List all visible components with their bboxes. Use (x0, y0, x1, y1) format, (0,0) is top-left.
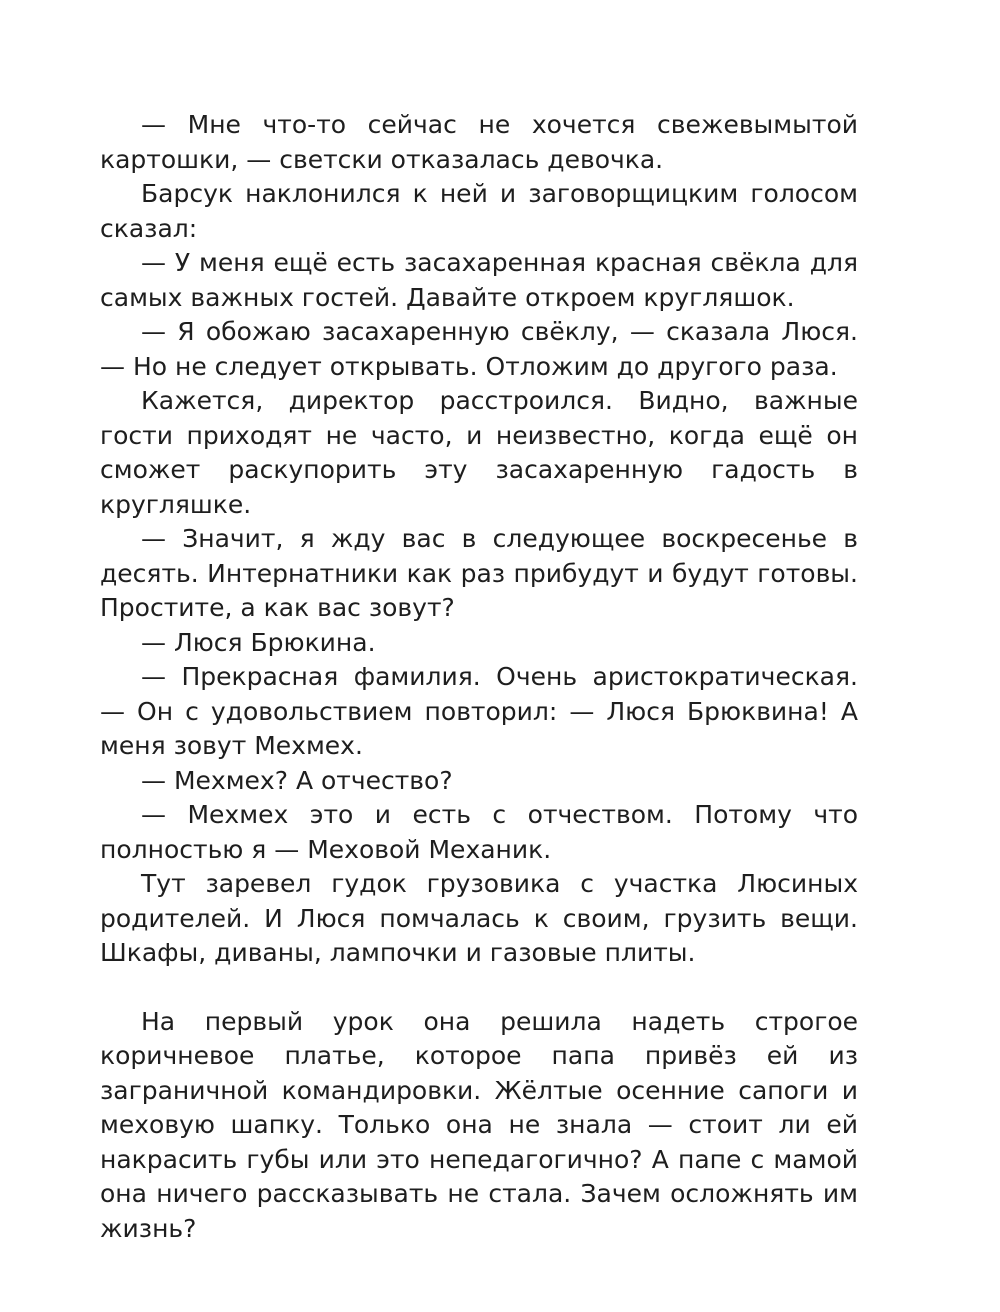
paragraph-lusya-name: — Люся Брюкина. (141, 627, 376, 657)
paragraph-aristocratic-surname: — Прекрасная фамилия. Очень аристократическая. — Он с удовольствием повторил: — Люся Брюквина! А меня зовут Мехмех. (100, 662, 858, 760)
paragraph-lusya-adores-beet: — Я обожаю засахаренную свёклу, — сказала Люся. — Но не следует открывать. Отложим до другого раза. (100, 317, 858, 381)
paragraph-next-sunday: — Значит, я жду вас в следующее воскресенье в десять. Интернатники как раз прибудут и будут готовы. Простите, а как вас зовут? (100, 524, 858, 622)
paragraph-truck-horn: Тут заревел гудок грузовика с участка Люсиных родителей. И Люся помчалась к своим, грузить вещи. Шкафы, диваны, лампочки и газовые плиты. (100, 869, 858, 967)
paragraph-fur-mechanic: — Мехмех это и есть с отчеством. Потому что полностью я — Меховой Механик. (100, 800, 858, 864)
paragraph-badger-leans: Барсук наклонился к ней и заговорщицким голосом сказал: (100, 179, 858, 243)
paragraph-potato-refusal: — Мне что-то сейчас не хочется свежевымытой картошки, — светски отказалась девочка. (100, 110, 858, 174)
book-page (100, 108, 858, 1246)
paragraph-patronymic-question: — Мехмех? А отчество? (141, 765, 453, 795)
paragraph-sugared-beet-offer: — У меня ещё есть засахаренная красная свёкла для самых важных гостей. Давайте откроем кругляшок. (100, 248, 858, 312)
paragraph-director-upset: Кажется, директор расстроился. Видно, важные гости приходят не часто, и неизвестно, когда ещё он сможет раскупорить эту засахаренную гадость в кругляшке. (100, 386, 858, 519)
section-break (100, 971, 858, 1005)
paragraph-first-lesson: На первый урок она решила надеть строгое коричневое платье, которое папа привёз ей из заграничной командировки. Жёлтые осенние сапоги и меховую шапку. Только она не знала — стоит ли ей накрасить губы или это непедагогично? А папе с мамой она ничего рассказывать не стала. Зачем осложнять им жизнь? (100, 1006, 858, 1243)
